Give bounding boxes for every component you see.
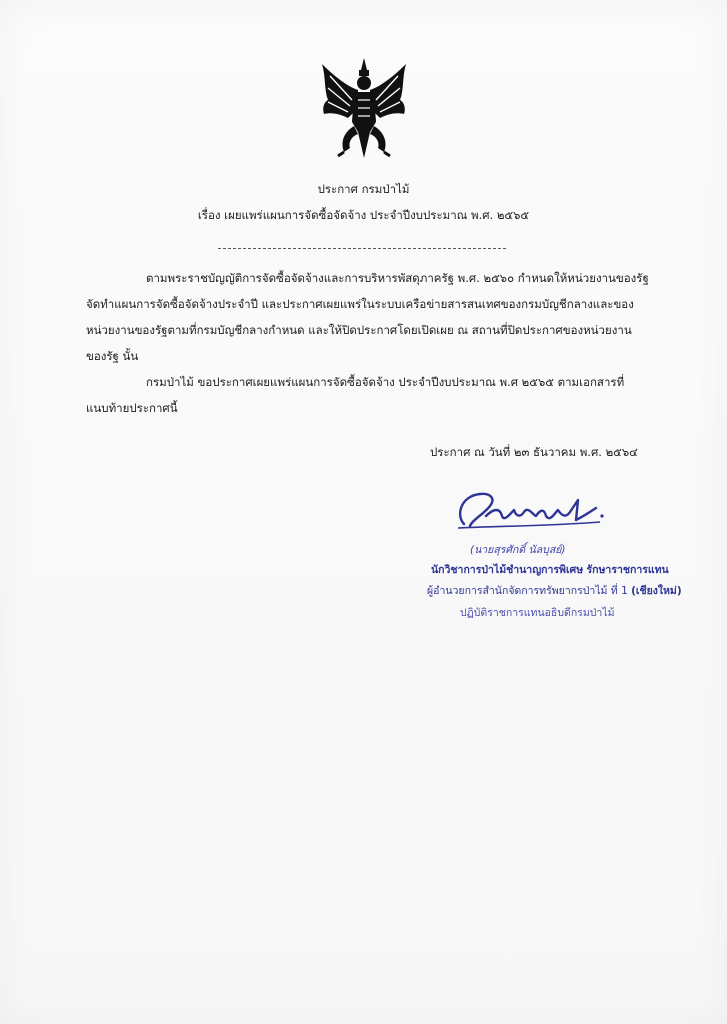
paragraph-line: แนบท้ายประกาศนี้ — [86, 401, 178, 415]
paragraph-line: จัดทำแผนการจัดซื้อจัดจ้างประจำปี และประกาศเผยแพร่ในระบบเครือข่ายสารสนเทศของกรมบัญชีกลางและของ — [86, 297, 634, 311]
body-paragraph-2 — [86, 369, 646, 421]
paragraph-line: ตามพระราชบัญญัติการจัดซื้อจัดจ้างและการบริหารพัสดุภาครัฐ พ.ศ. ๒๕๖๐ กำหนดให้หน่วยงานของรัฐ — [146, 271, 649, 285]
signatory-position-2 — [427, 582, 727, 599]
signatory-position-1 — [431, 561, 727, 578]
signatory-title: นักวิชาการป่าไม้ชำนาญการพิเศษ — [431, 564, 584, 576]
signatory-acting: รักษาราชการแทน — [586, 564, 669, 576]
issued-date: ประกาศ ณ วันที่ ๒๓ ธันวาคม พ.ศ. ๒๕๖๔ — [430, 445, 638, 459]
body-paragraph-1 — [86, 265, 649, 369]
divider — [218, 248, 506, 249]
announcement-heading: ประกาศ กรมป่าไม้ — [317, 182, 410, 196]
paragraph-line: หน่วยงานของรัฐตามที่กรมบัญชีกลางกำหนด และให้ปิดประกาศโดยเปิดเผย ณ สถานที่ปิดประกาศของหน่วยงาน — [86, 323, 632, 337]
garuda-emblem-icon — [318, 56, 410, 160]
signatory-position-3: ปฏิบัติราชการแทนอธิบดีกรมป่าไม้ — [460, 607, 615, 619]
paragraph-line: ของรัฐ นั้น — [86, 349, 139, 363]
paragraph-line: กรมป่าไม้ ขอประกาศเผยแพร่แผนการจัดซื้อจัดจ้าง ประจำปีงบประมาณ พ.ศ ๒๕๖๕ ตามเอกสารที่ — [146, 375, 625, 389]
handwritten-signature — [450, 486, 610, 532]
signatory-office-city: (เชียงใหม่) — [631, 585, 682, 597]
signatory-name: (นายสุรศักดิ์ นัลบุสย์) — [470, 544, 566, 556]
signatory-office: ผู้อำนวยการสำนักจัดการทรัพยากรป่าไม้ ที่ 1 — [427, 585, 628, 597]
announcement-subject: เรื่อง เผยแพร่แผนการจัดซื้อจัดจ้าง ประจำปีงบประมาณ พ.ศ. ๒๕๖๕ — [197, 208, 530, 222]
